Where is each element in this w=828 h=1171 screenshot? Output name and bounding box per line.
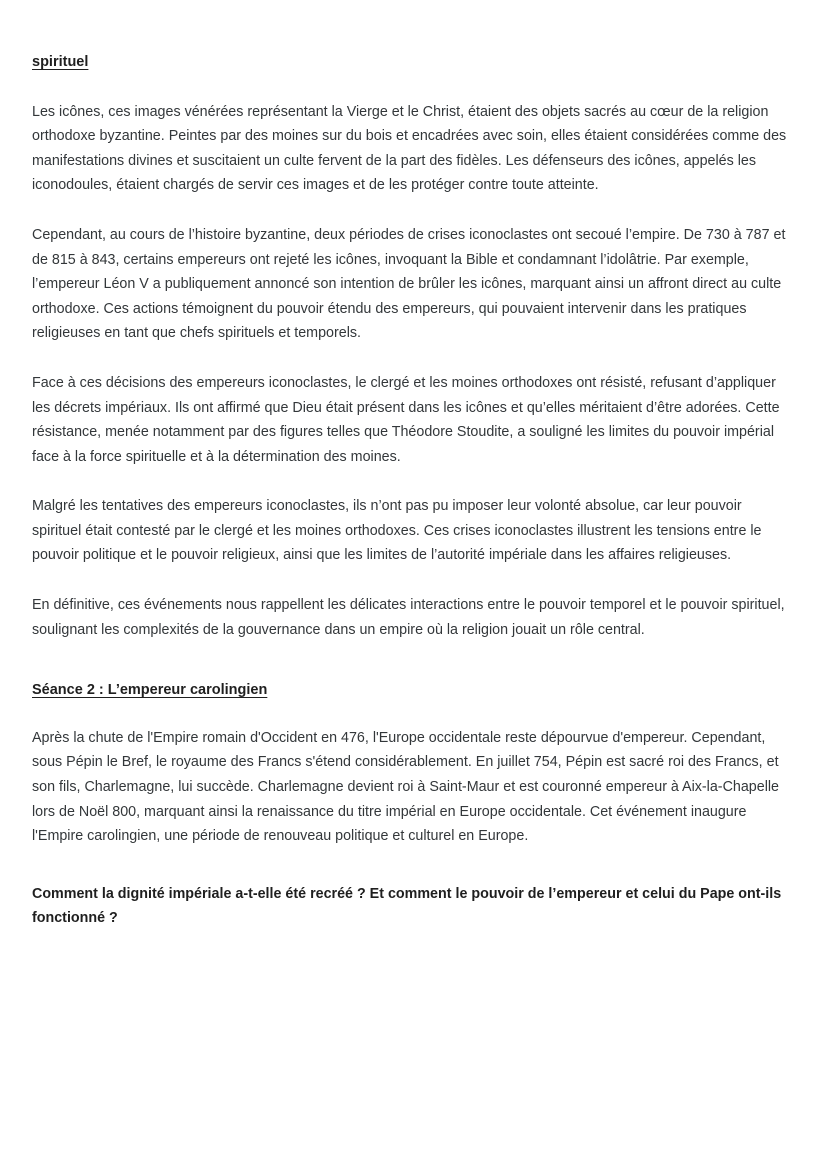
paragraph-resistance-clerge: Face à ces décisions des empereurs iconoclastes, le clergé et les moines orthodoxes ont résisté, refusant d’appliquer les décrets impériaux. Ils ont affirmé que Dieu était présent dans les icônes et qu’elles méritaient d’être adorées. Cette résistance, menée notamment par des figures telles que Théodore Stoudite, a souligné les limites du pouvoir impérial face à la force spirituelle et à la détermination des moines. — [32, 374, 780, 465]
study-question: Comment la dignité impériale a-t-elle été recréé ? Et comment le pouvoir de l’empereur et celui du Pape ont-ils fonctionné ? — [32, 885, 782, 927]
paragraph-crises-iconoclastes: Cependant, au cours de l’histoire byzantine, deux périodes de crises iconoclastes ont secoué l’empire. De 730 à 787 et de 815 à 843, certains empereurs ont rejeté les icônes, invoquant la Bible et condamnant l’idolâtrie. Par exemple, l’empereur Léon V a publiquement annoncé son intention de brûler les icônes, marquant ainsi un affront direct au culte orthodoxe. Ces actions témoignent du pouvoir étendu des empereurs, qui pouvaient intervenir dans les pratiques religieuses en tant que chefs spirituels et temporels. — [32, 227, 786, 342]
paragraph-conclusion: En définitive, ces événements nous rappellent les délicates interactions entre le pouvoir temporel et le pouvoir spirituel, soulignant les complexités de la gouvernance dans un empire où la religion jouait un rôle central. — [32, 597, 785, 638]
paragraph-empire-carolingien: Après la chute de l'Empire romain d'Occident en 476, l'Europe occidentale reste dépourvue d'empereur. Cependant, sous Pépin le Bref, le royaume des Francs s'étend considérablement. En juillet 754, Pépin est sacré roi des Francs, et son fils, Charlemagne, lui succède. Charlemagne devient roi à Saint-Maur et est couronné empereur à Aix-la-Chapelle lors de Noël 800, marquant ainsi la renaissance du titre impérial en Europe occidentale. Cet événement inaugure l'Empire carolingien, une période de renouveau politique et culturel en Europe. — [32, 729, 780, 845]
paragraph-limites-pouvoir: Malgré les tentatives des empereurs iconoclastes, ils n’ont pas pu imposer leur volonté absolue, car leur pouvoir spirituel était contesté par le clergé et les moines orthodoxes. Ces crises iconoclastes illustrent les tensions entre le pouvoir politique et le pouvoir religieux, ainsi que les limites de l’autorité impériale dans les affaires religieuses. — [32, 498, 762, 564]
section-heading-spirituel: spirituel — [32, 54, 89, 70]
section-heading-seance-2: Séance 2 : L’empereur carolingien — [32, 682, 268, 699]
paragraph-icones-definition: Les icônes, ces images vénérées représentant la Vierge et le Christ, étaient des objets sacrés au cœur de la religion orthodoxe byzantine. Peintes par des moines sur du bois et encadrées avec soin, elles étaient considérées comme des manifestations divines et suscitaient un culte fervent de la part des fidèles. Les défenseurs des icônes, appelés les iconodoules, étaient chargés de servir ces images et de les protéger contre toute atteinte. — [32, 103, 787, 194]
document-body — [32, 52, 794, 931]
